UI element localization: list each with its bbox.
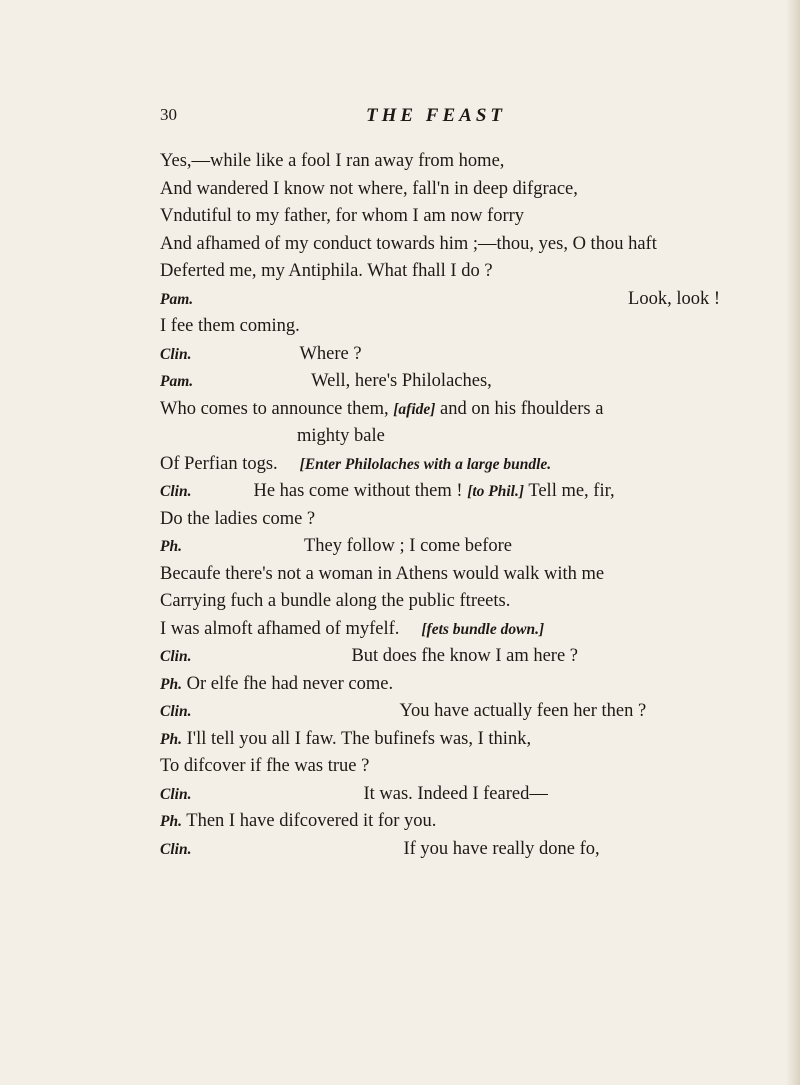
speaker-name: Ph. bbox=[160, 730, 182, 748]
line-text: You have actually feen her then ? bbox=[399, 701, 647, 721]
verse-line bbox=[160, 808, 720, 836]
verse-line bbox=[160, 781, 720, 809]
verse-line bbox=[160, 341, 720, 369]
verse-line bbox=[160, 726, 720, 754]
speaker-name: Clin. bbox=[160, 703, 192, 720]
line-text: Who comes to announce them, bbox=[160, 398, 389, 419]
verse-line bbox=[160, 478, 720, 506]
speaker-name: Clin. bbox=[160, 648, 192, 665]
verse-line bbox=[160, 258, 720, 286]
line-text: And wandered I know not where, fall'n in deep difgrace, bbox=[160, 178, 578, 199]
verse-line bbox=[160, 451, 720, 479]
line-text: I'll tell you all I faw. The bufinefs was, I think, bbox=[186, 728, 532, 749]
speaker-name: Ph. bbox=[160, 538, 182, 555]
line-text: And afhamed of my conduct towards him ;—thou, yes, O thou haft bbox=[160, 233, 657, 254]
verse-line bbox=[160, 561, 720, 589]
verse-line bbox=[160, 836, 720, 864]
line-text: Becaufe there's not a woman in Athens would walk with me bbox=[160, 563, 605, 584]
speaker-name: Clin. bbox=[160, 345, 192, 363]
verse-line bbox=[160, 368, 720, 396]
verse-line bbox=[160, 286, 720, 314]
line-text: But does fhe know I am here ? bbox=[351, 646, 579, 666]
speaker-name: Pam. bbox=[160, 290, 194, 308]
line-text: Look, look ! bbox=[628, 288, 720, 309]
verse-line bbox=[160, 148, 720, 176]
speaker-name: Clin. bbox=[160, 840, 192, 858]
line-text: Of Perfian togs. bbox=[160, 453, 278, 474]
running-title: THE FEAST bbox=[366, 105, 506, 126]
line-text: I fee them coming. bbox=[160, 316, 300, 336]
line-text: He has come without them ! bbox=[253, 481, 463, 501]
verse-line bbox=[160, 176, 720, 204]
speaker-name: Clin. bbox=[160, 785, 192, 803]
stage-direction: [fets bundle down.] bbox=[421, 620, 545, 638]
line-text: Vndutiful to my father, for whom I am now forry bbox=[160, 206, 525, 226]
speaker-name: Ph. bbox=[160, 813, 182, 830]
line-text: Deferted me, my Antiphila. What fhall I do ? bbox=[160, 261, 493, 281]
line-text: To difcover if fhe was true ? bbox=[160, 756, 370, 776]
stage-direction: [Enter Philolaches with a large bundle. bbox=[299, 455, 552, 473]
line-text: Well, here's Philolaches, bbox=[311, 371, 492, 391]
verse-line bbox=[160, 231, 720, 259]
line-text: I was almoft afhamed of myfelf. bbox=[160, 618, 400, 639]
verse-line bbox=[160, 396, 720, 424]
verse-line bbox=[160, 588, 720, 616]
speaker-name: Ph. bbox=[160, 675, 182, 693]
speaker-name: Pam. bbox=[160, 373, 194, 390]
page-header bbox=[160, 105, 720, 135]
verse-line bbox=[160, 698, 720, 726]
line-text: If you have really done fo, bbox=[403, 838, 600, 859]
line-text: and on his fhoulders a bbox=[440, 398, 604, 419]
line-text: They follow ; I come before bbox=[303, 536, 513, 556]
verse-line bbox=[160, 313, 720, 341]
verse-line bbox=[160, 616, 720, 644]
stage-direction: [to Phil.] bbox=[467, 483, 525, 500]
stage-direction: [afide] bbox=[393, 400, 436, 418]
line-text: It was. Indeed I feared— bbox=[363, 783, 548, 804]
page-number: 30 bbox=[160, 105, 177, 124]
line-text: Then I have difcovered it for you. bbox=[186, 811, 437, 831]
line-text: Or elfe fhe had never come. bbox=[186, 673, 394, 694]
verse-line bbox=[160, 506, 720, 534]
verse-line bbox=[160, 753, 720, 781]
verse-line bbox=[160, 203, 720, 231]
line-text: mighty bale bbox=[297, 426, 385, 446]
verse-line bbox=[160, 671, 720, 699]
line-text: Tell me, fir, bbox=[528, 481, 615, 501]
page-edge bbox=[786, 0, 800, 1085]
line-text: Carrying fuch a bundle along the public ftreets. bbox=[160, 591, 511, 611]
speaker-name: Clin. bbox=[160, 483, 192, 500]
line-text: Do the ladies come ? bbox=[160, 508, 316, 529]
verse-line bbox=[160, 643, 720, 671]
line-text: Where ? bbox=[299, 343, 362, 364]
verse-line bbox=[160, 423, 720, 451]
verse-line bbox=[160, 533, 720, 561]
line-text: Yes,—while like a fool I ran away from home, bbox=[160, 151, 505, 171]
verse-text bbox=[160, 148, 720, 863]
